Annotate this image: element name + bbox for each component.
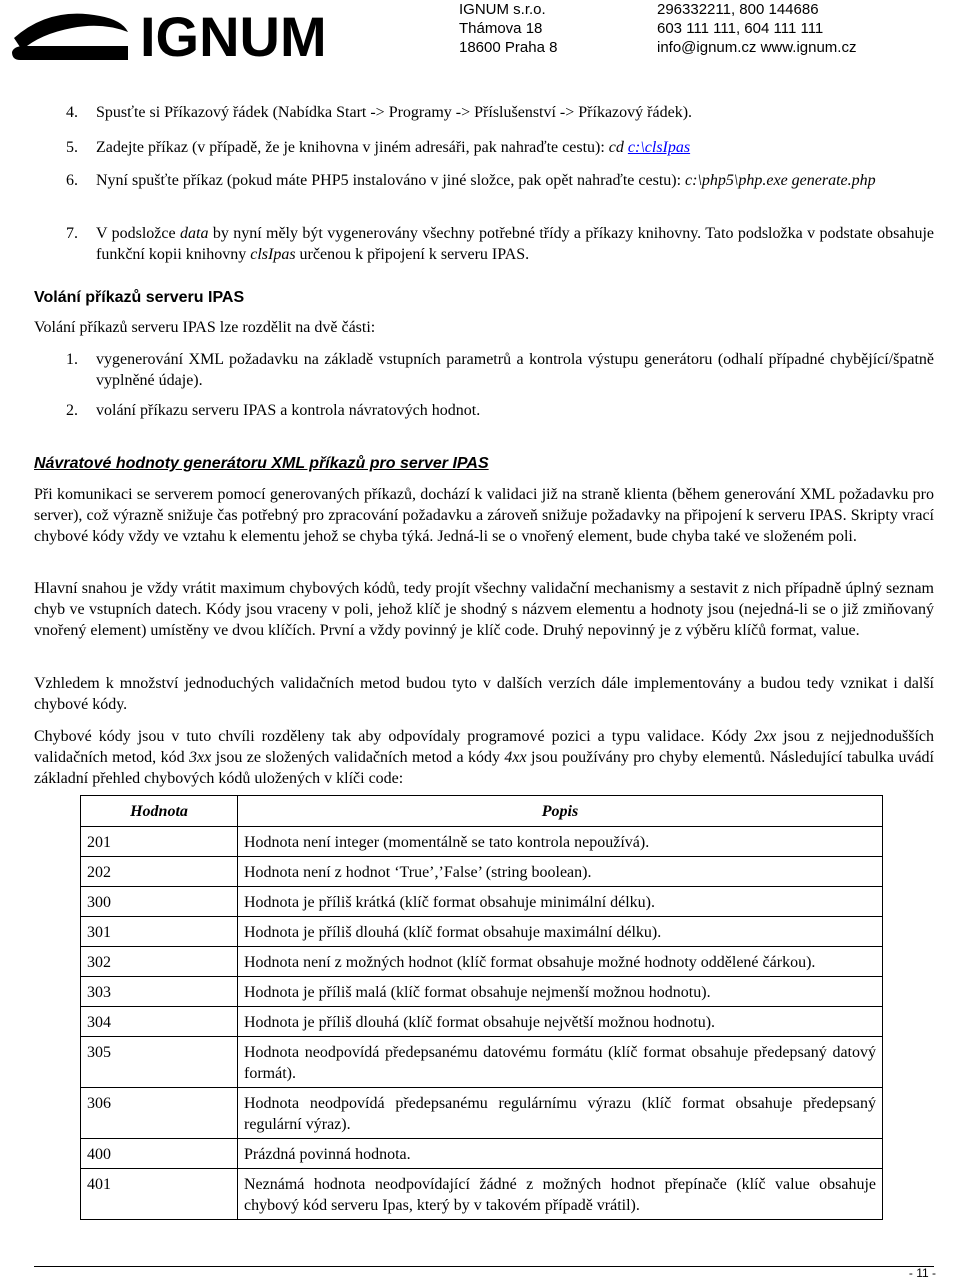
section-heading: Volání příkazů serveru IPAS (34, 289, 245, 306)
contact-phone-2: 603 111 111, 604 111 111 (657, 20, 824, 37)
paragraph: Hlavní snahou je vždy vrátit maximum chybových kódů, tedy projít všechny validační mechanismy a sestavit z nich případně úplný seznam chyb ve vstupních datech. Kódy jsou vraceny v poli, jehož klíč je shodný s názvem elementu a hodnoty jsou (nejedná-li se o již zmiňovaný vnořený element) umístěny ve dvou klíčích. První a vždy povinný je klíč code. Druhý nepovinný je z výběru klíčů format, value. (34, 580, 934, 639)
code-cell: 304 (81, 1007, 238, 1037)
description-cell: Neznámá hodnota neodpovídající žádné z možných hodnot přepínače (klíč value obsahuje chybový kód serveru Ipas, který by v takovém případě vrátil). (238, 1169, 883, 1220)
description-cell: Hodnota je příliš dlouhá (klíč format obsahuje největší možnou hodnotu). (238, 1007, 883, 1037)
description-cell: Hodnota je příliš dlouhá (klíč format obsahuje maximální délku). (238, 917, 883, 947)
description-cell: Hodnota je příliš malá (klíč format obsahuje nejmenší možnou hodnotu). (238, 977, 883, 1007)
description-cell: Prázdná povinná hodnota. (238, 1139, 883, 1169)
page-header (0, 0, 960, 66)
table-row (81, 1007, 883, 1037)
description-cell: Hodnota není z možných hodnot (klíč format obsahuje možné hodnoty oddělené čárkou). (238, 947, 883, 977)
code-cell: 302 (81, 947, 238, 977)
description-cell: Hodnota neodpovídá předepsanému regulárnímu výrazu (klíč format obsahuje předepsaný regulární výraz). (238, 1088, 883, 1139)
paragraph: Chybové kódy jsou v tuto chvíli rozděleny tak aby odpovídaly programové pozici a typu validace. Kódy 2xx jsou z nejjednodušších validačních metod, kód 3xx jsou ze složených validačních metod a kódy 4xx jsou používány pro chyby elementů. Následující tabulka uvádí základní přehled chybových kódů uložených v klíči code: (34, 728, 935, 787)
footer-divider (34, 1266, 934, 1267)
code-cell: 201 (81, 827, 238, 857)
company-contact (657, 0, 856, 57)
table-row (81, 1139, 883, 1169)
table-row (81, 857, 883, 887)
table-row (81, 1037, 883, 1088)
column-header-code: Hodnota (81, 796, 238, 827)
section-heading: Návratové hodnoty generátoru XML příkazů pro server IPAS (34, 455, 489, 472)
description-cell: Hodnota není z hodnot ‘True’,’False’ (string boolean). (238, 857, 883, 887)
code-cell: 202 (81, 857, 238, 887)
description-cell: Hodnota je příliš krátká (klíč format obsahuje minimální délku). (238, 887, 883, 917)
table-row (81, 947, 883, 977)
path-link[interactable]: c:\clsIpas (627, 139, 691, 156)
code-cell: 400 (81, 1139, 238, 1169)
code-cell: 303 (81, 977, 238, 1007)
paragraph: Vzhledem k množství jednoduchých validačních metod budou tyto v dalších verzích dále implementovány a budou tedy vznikat i další chybové kódy. (34, 675, 934, 713)
table-row (81, 977, 883, 1007)
section-intro: Volání příkazů serveru IPAS lze rozdělit na dvě části: (34, 319, 376, 336)
table-row (81, 1169, 883, 1220)
company-name: IGNUM s.r.o. (459, 1, 546, 18)
contact-phone-1: 296332211, 800 144686 (657, 1, 819, 18)
error-code-table (80, 795, 883, 1220)
table-row (81, 1088, 883, 1139)
code-cell: 301 (81, 917, 238, 947)
description-cell: Hodnota neodpovídá předepsanému datovému formátu (klíč format obsahuje předepsaný datový formát). (238, 1037, 883, 1088)
ignum-logo-text: IGNUM (140, 5, 327, 64)
paragraph: Při komunikaci se serverem pomocí generovaných příkazů, dochází k validaci již na straně klienta (během generování XML požadavku pro server), což výrazně snižuje čas potřebný pro zpracování požadavku a zároveň snižuje požadavky na připojení k serveru IPAS. Skripty vrací chybové kódy vždy ve vztahu k elementu jehož se chyba týká. Jedná-li se o vnořený element, bude chyba také ve složeném poli. (34, 486, 934, 545)
contact-email-web: info@ignum.cz www.ignum.cz (657, 39, 857, 56)
table-header-row (81, 796, 883, 827)
code-cell: 305 (81, 1037, 238, 1088)
code-cell: 300 (81, 887, 238, 917)
table-row (81, 917, 883, 947)
code-cell: 306 (81, 1088, 238, 1139)
column-header-description: Popis (238, 796, 883, 827)
page-number: - 11 - (908, 1266, 936, 1280)
table-row (81, 887, 883, 917)
company-street: Thámova 18 (459, 20, 543, 37)
company-address (459, 0, 557, 57)
code-cell: 401 (81, 1169, 238, 1220)
ignum-logo (10, 2, 340, 64)
table-row (81, 827, 883, 857)
company-city: 18600 Praha 8 (459, 39, 558, 56)
description-cell: Hodnota není integer (momentálně se tato kontrola nepoužívá). (238, 827, 883, 857)
